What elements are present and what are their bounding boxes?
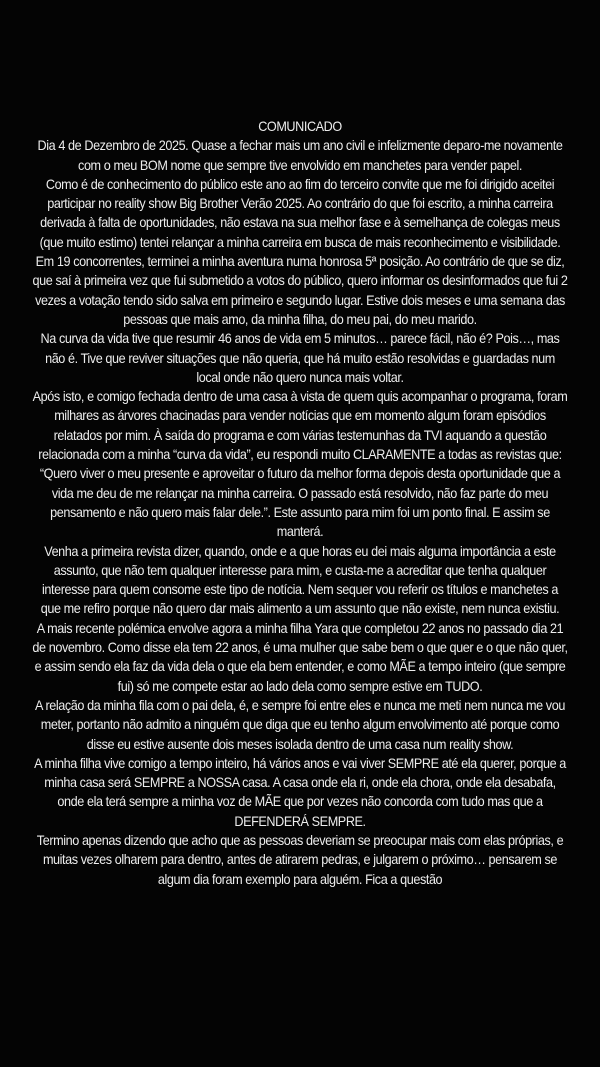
statement-text-block [32,117,568,889]
statement-paragraph-7: A relação da minha fila com o pai dela, é, e sempre foi entre eles e nunca me meti nem nunca me vou meter, portanto não admito a ninguém que diga que eu tenho algum envolvimento até porque como disse eu estive ausente dois meses isolada dentro de uma casa num reality show. [35,697,565,752]
statement-paragraph-1: Dia 4 de Dezembro de 2025. Quase a fechar mais um ano civil e infelizmente deparo-me novamente com o meu BOM nome que sempre tive envolvido em manchetes para vender papel. [37,138,563,173]
statement-paragraph-6: A mais recente polémica envolve agora a minha filha Yara que completou 22 anos no passado dia 21 de novembro. Como disse ela tem 22 anos, é uma mulher que sabe bem o que quer e o que não quer, e assim sendo ela faz da vida dela o que ela bem entender, e como MÃE a tempo inteiro (que sempre fui) só me compete estar ao lado dela como sempre estive em TUDO. [32,620,568,694]
statement-title: COMUNICADO [258,119,342,134]
statement-paragraph-4: Após isto, e comigo fechada dentro de uma casa à vista de quem quis acompanhar o programa, foram milhares as árvores chacinadas para vender notícias que em momento algum foram episódios relatados por mim. À saída do programa e com várias testemunhas da TVI aquando a questão relacionada com a minha “curva da vida”, eu respondi muito CLARAMENTE a todas as revistas que: “Quero viver o meu presente e aproveitar o futuro da melhor forma depois desta oportunidade que a vida me deu de me relançar na minha carreira. O passado está resolvido, não faz parte do meu pensamento e não quero mais falar dele.”. Este assunto para mim foi um ponto final. E assim se manterá. [32,389,568,540]
statement-paragraph-2: Como é de conhecimento do público este ano ao fim do terceiro convite que me foi dirigido aceitei participar no reality show Big Brother Verão 2025. Ao contrário do que foi escrito, a minha carreira derivada à falta de oportunidades, não estava na sua melhor fase e à semelhança de colegas meus (que muito estimo) tentei relançar a minha carreira em busca de mais reconhecimento e visibilidade. Em 19 concorrentes, terminei a minha aventura numa honrosa 5ª posição. Ao contrário de que se diz, que saí à primeira vez que fui submetido a votos do público, quero informar os desinformados que fui 2 vezes a votação tendo sido salva em primeiro e segundo lugar. Estive dois meses e uma semana das pessoas que mais amo, da minha filha, do meu pai, do meu marido. [32,176,568,327]
statement-paragraph-8: A minha filha vive comigo a tempo inteiro, há vários anos e vai viver SEMPRE até ela querer, porque a minha casa será SEMPRE a NOSSA casa. A casa onde ela ri, onde ela chora, onde ela desabafa, onde ela terá sempre a minha voz de MÃE que por vezes não concorda com tudo mas que a DEFENDERÁ SEMPRE. [34,755,566,829]
statement-paragraph-3: Na curva da vida tive que resumir 46 anos de vida em 5 minutos… parece fácil, não é? Pois…, mas não é. Tive que reviver situações que não queria, que há muito estão resolvidas e guardadas num local onde não quero nunca mais voltar. [40,331,560,385]
statement-paragraph-9: Termino apenas dizendo que acho que as pessoas deveriam se preocupar mais com elas próprias, e muitas vezes olharem para dentro, antes de atirarem pedras, e julgarem o próximo… pensarem se algum dia foram exemplo para alguém. Fica a questão [36,832,564,887]
statement-paragraph-5: Venha a primeira revista dizer, quando, onde e a que horas eu dei mais alguma importância a este assunto, que não tem qualquer interesse para mim, e custa-me a acreditar que tenha qualquer interesse para quem consome este tipo de notícia. Nem sequer vou referir os títulos e manchetes a que me refiro porque não quero dar mais alimento a um assunto que não existe, nem nunca existiu. [40,543,560,617]
